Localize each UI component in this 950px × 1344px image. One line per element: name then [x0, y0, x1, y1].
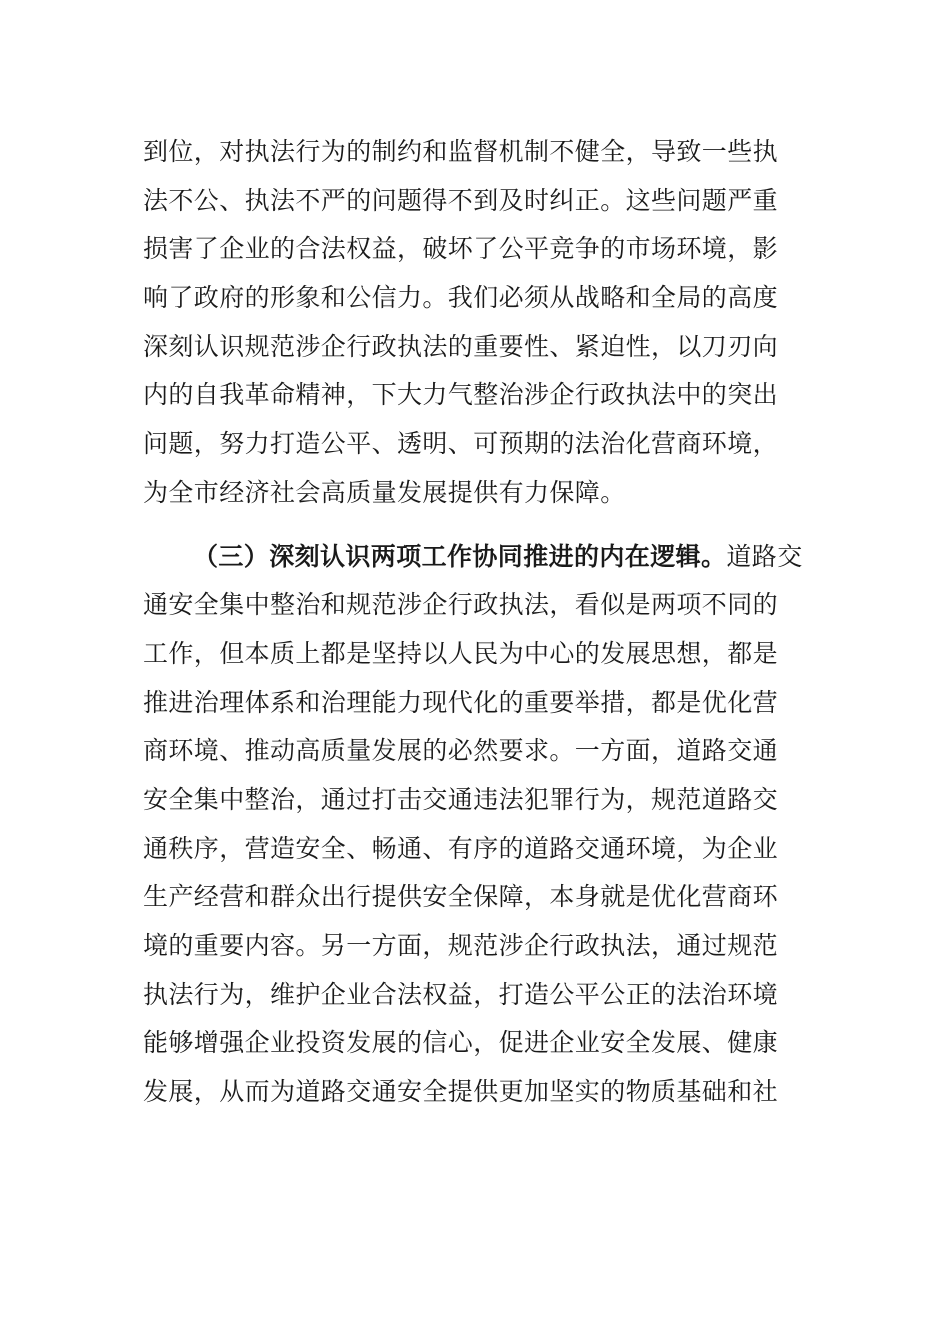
- paragraph-1: [143, 128, 808, 518]
- document-page: [143, 128, 808, 1117]
- text-line: 推进治理体系和治理能力现代化的重要举措，都是优化营: [143, 687, 779, 717]
- text-line: 问题，努力打造公平、透明、可预期的法治化营商环境，: [143, 429, 779, 459]
- text-line: 境的重要内容。另一方面，规范涉企行政执法，通过规范: [143, 931, 779, 960]
- text-line: 安全集中整治，通过打击交通违法犯罪行为，规范道路交: [143, 784, 779, 814]
- text-line: 工作，但本质上都是坚持以人民为中心的发展思想，都是: [143, 638, 779, 668]
- text-line: 通秩序，营造安全、畅通、有序的道路交通环境，为企业: [143, 833, 779, 863]
- text-line: 内的自我革命精神，下大力气整治涉企行政执法中的突出: [143, 380, 779, 410]
- text-line: 商环境、推动高质量发展的必然要求。一方面，道路交通: [143, 736, 779, 766]
- text-line: 发展，从而为道路交通安全提供更加坚实的物质基础和社: [143, 1077, 779, 1107]
- text-line: 响了政府的形象和公信力。我们必须从战略和全局的高度: [143, 283, 779, 313]
- paragraph-spacer: [143, 518, 808, 533]
- text-line: 通安全集中整治和规范涉企行政执法，看似是两项不同的: [143, 590, 779, 620]
- section-heading: （三）深刻认识两项工作协同推进的内在逻辑。: [193, 541, 727, 571]
- text-line: 执法行为，维护企业合法权益，打造公平公正的法治环境: [143, 979, 779, 1009]
- text-line-first: [143, 533, 808, 582]
- text-line: 能够增强企业投资发展的信心，促进企业安全发展、健康: [143, 1028, 779, 1058]
- text-line: 为全市经济社会高质量发展提供有力保障。: [143, 477, 626, 507]
- text-line: 损害了企业的合法权益，破坏了公平竞争的市场环境，影: [143, 234, 779, 264]
- heading-continuation: 道路交: [726, 541, 803, 571]
- text-line: 到位，对执法行为的制约和监督机制不健全，导致一些执: [143, 137, 779, 166]
- paragraph-2: [143, 533, 808, 1117]
- text-line: 深刻认识规范涉企行政执法的重要性、紧迫性，以刀刃向: [143, 331, 779, 361]
- text-line: 生产经营和群众出行提供安全保障，本身就是优化营商环: [143, 882, 779, 912]
- text-line: 法不公、执法不严的问题得不到及时纠正。这些问题严重: [143, 185, 779, 215]
